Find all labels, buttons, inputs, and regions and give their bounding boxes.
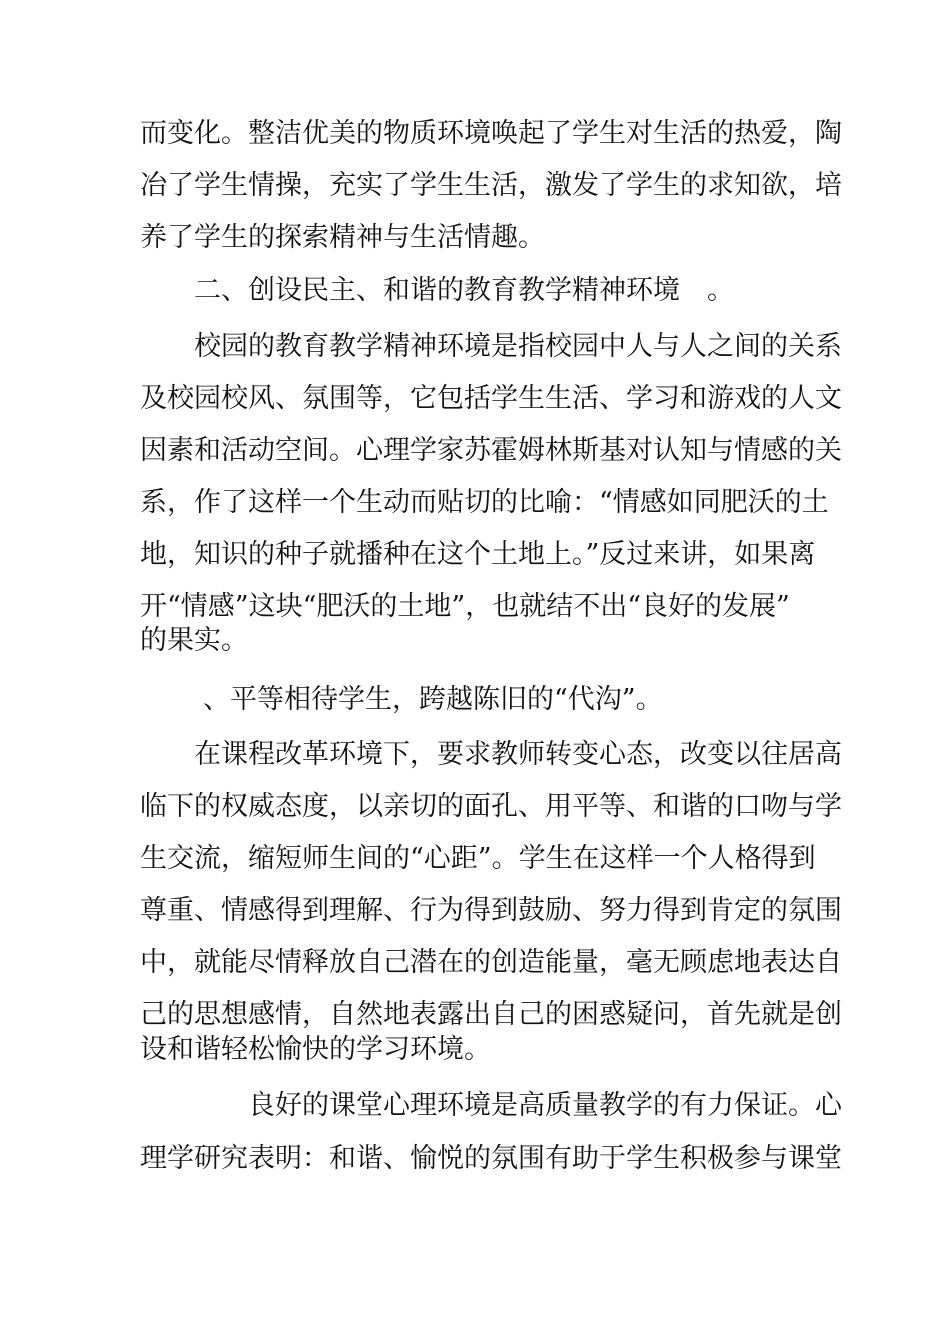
text-line: 开“情感”这块“肥沃的土地”，也就结不出“良好的发展” — [140, 591, 790, 622]
text-line: 因素和活动空间。心理学家苏霍姆林斯基对认知与情感的关 — [140, 435, 842, 466]
text-line: 而变化。整洁优美的物质环境唤起了学生对生活的热爱，陶 — [140, 118, 842, 149]
text-line: 校园的教育教学精神环境是指校园中人与人之间的关系 — [194, 331, 842, 362]
text-line: 系，作了这样一个生动而贴切的比喻：“情感如同肥沃的土 — [140, 487, 829, 518]
text-line: 己的思想感情，自然地表露出自己的困惑疑问，首先就是创 — [140, 999, 842, 1030]
section-heading: 二、创设民主、和谐的教育教学精神环境 。 — [194, 275, 734, 306]
text-line: 良好的课堂心理环境是高质量教学的有力保证。心 — [248, 1090, 842, 1121]
text-line: 临下的权威态度，以亲切的面孔、用平等、和谐的口吻与学 — [140, 791, 842, 822]
text-line: 的果实。 — [140, 625, 248, 656]
text-line: 理学研究表明：和谐、愉悦的氛围有助于学生积极参与课堂 — [140, 1143, 842, 1174]
text-line: 中，就能尽情释放自己潜在的创造能量，毫无顾虑地表达自 — [140, 947, 842, 978]
text-line: 冶了学生情操，充实了学生生活，激发了学生的求知欲，培 — [140, 170, 842, 201]
text-line: 在课程改革环境下，要求教师转变心态，改变以往居高 — [194, 739, 842, 770]
text-line: 设和谐轻松愉快的学习环境。 — [140, 1034, 491, 1065]
text-line: 养了学生的探索精神与生活情趣。 — [140, 222, 545, 253]
text-line: 生交流，缩短师生间的“心距”。学生在这样一个人格得到 — [140, 843, 816, 874]
text-line: 地，知识的种子就播种在这个土地上。”反过来讲，如果离 — [140, 539, 816, 570]
subsection-heading: 、平等相待学生，跨越陈旧的“代沟”。 — [203, 684, 663, 715]
text-line: 尊重、情感得到理解、行为得到鼓励、努力得到肯定的氛围 — [140, 895, 842, 926]
text-line: 及校园校风、氛围等，它包括学生生活、学习和游戏的人文 — [140, 383, 842, 414]
